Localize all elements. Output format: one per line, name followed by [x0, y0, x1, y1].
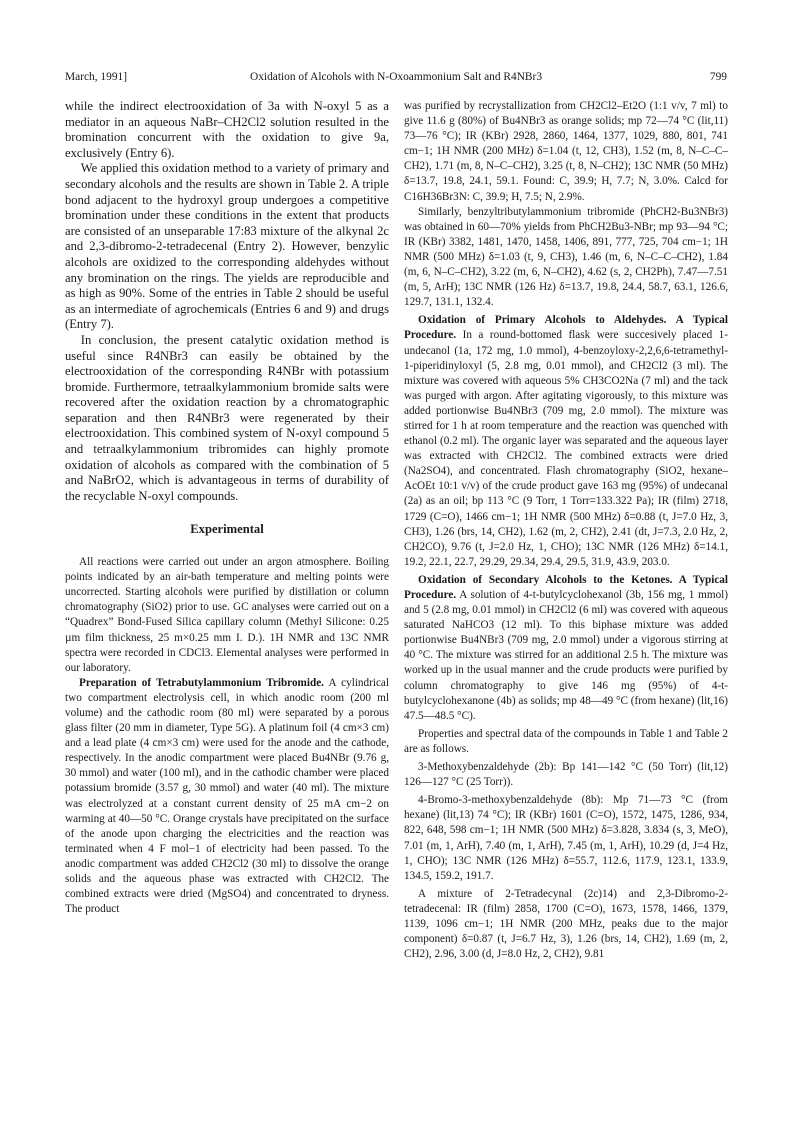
paragraph: Properties and spectral data of the compounds in Table 1 and Table 2 are as follows. — [404, 727, 728, 755]
paragraph — [65, 676, 389, 918]
paragraph: We applied this oxidation method to a variety of primary and secondary alcohols and the results are shown in Table 2. A triple bond adjacent to the hydroxyl group undergoes a competitive bromination under these conditions in the extent that products are consisted of an unseparable 17:83 mixture of the alkynal 2c and 2,3-dibromo-2-tetradecenal (Entry 2). However, benzylic alcohols are oxidized to the corresponding aldehydes without any bromination on the rings. The yields are reproducible and as high as 90%. Some of the entries in Table 2 should be useful as an intermediate of agrochemicals (Entries 6 and 9) and drugs (Entry 7). — [65, 161, 389, 332]
left-column — [65, 99, 389, 917]
running-header — [65, 71, 727, 87]
paragraph: was purified by recrystallization from CH2Cl2–Et2O (1:1 v/v, 7 ml) to give 11.6 g (80%) of Bu4NBr3 as orange solids; mp 72—74 °C (lit,11) 73—76 °C); IR (KBr) 2928, 2860, 1464, 1377, 1029, 880, 801, 741 cm−1; 1H NMR (200 MHz) δ=1.04 (t, 12, CH3), 1.52 (m, 8, N–C–C–CH2), 1.71 (m, 8, N–C–CH2), 3.25 (t, 8, N–CH2); 13C NMR (50 MHz) δ=13.7, 19.8, 24.1, 59.1. Found: C, 39.9; H, 7.7; N, 3.0%. Calcd for C16H36Br3N: C, 39.9; H, 7.5; N, 2.9%. — [404, 100, 728, 203]
header-title: Oxidation of Alcohols with N-Oxoammonium Salt and R4NBr3 — [249, 71, 543, 83]
paragraph: 3-Methoxybenzaldehyde (2b): Bp 141—142 °C (50 Torr) (lit,12) 126—127 °C (25 Torr)). — [404, 761, 728, 789]
paragraph — [404, 573, 728, 724]
paragraph-text: A cylindrical two compartment electrolysis cell, in which anodic room (200 ml volume) and the cathodic room (80 ml) were separated by a porous glass filter (20 mm in diameter, Type 5G). A platinum foil (4 cm×3 cm) and a lead plate (4 cm×3 cm) were used for the anode and the cathode, respectively. In the anodic compartment were placed Bu4NBr (9.76 g, 30 mmol) and water (100 ml), and in the cathodic chamber were placed potassium bromide (3.57 g, 30 mmol) and water (40 ml). The mixture was electrolyzed at a constant current density of 25 mA cm−2 on warming at 40—50 °C. Orange crystals have precipitated on the surface of the anode upon charging the electricities and the reaction was terminated when 4 F mol−1 of electricity had been passed. To the anodic compartment was added CH2Cl2 (30 ml) to dissolve the orange solids and the aqueous phase was extracted with CH2Cl2. The combined extracts were dried (MgSO4) and concentrated to dryness. The product — [65, 676, 389, 916]
section-heading-experimental: Experimental — [190, 522, 264, 537]
paragraph-text: In a round-bottomed flask were succesively placed 1-undecanol (1a, 172 mg, 1.0 mmol), 4-benzoyloxy-2,2,6,6-tetramethyl-1-piperidinyloxyl (5, 2.8 mg, 0.01 mmol), and CH2Cl2 (3 ml). The mixture was covered with aqueous 5% CH3CO2Na (7 ml) and the tack was purged with argon. After agitating vigorously, to this mixture was added portionwise Bu4NBr3 (709 mg, 2.0 mmol). The mixture was stirred for 1 h at room temperature and the reaction was quenched with ethanol (0.2 ml). The organic layer was separated and the aqueous layer was extracted with CH2Cl2. The combined extracts were dried (Na2SO4), and concentrated. Flash chromatography (SiO2, hexane–AcOEt 10:1 v/v) of the crude product gave 163 mg (95%) of undecanal (2a) as an oil; bp 113 °C (9 Torr, 1 Torr=133.322 Pa); IR (film) 2718, 1729 (C=O), 1466 cm−1; 1H NMR (500 MHz) δ=0.88 (t, J=7.0 Hz, 3, CH3), 1.26 (brs, 14, CH2), 1.62 (m, 2, CH2), 2.41 (dt, J=7.3, 2.0 Hz, 2, CH2CO), 9.76 (t, J=2.0 Hz, 1, CHO); 13C NMR (126 MHz) δ=14.1, 19.2, 22.1, 22.7, 29.29, 29.34, 29.4, 29.5, 31.9, 43.9, 203.0. — [404, 329, 728, 568]
header-date: March, 1991] — [65, 71, 127, 83]
paragraph: Similarly, benzyltributylammonium tribromide (PhCH2-Bu3NBr3) was obtained in 60—70% yields from PhCH2Bu3-NBr; mp 93—94 °C; IR (KBr) 3382, 1481, 1470, 1458, 1406, 891, 777, 725, 704 cm−1; 1H NMR (500 MHz) δ=1.03 (t, 9, CH3), 1.46 (m, 6, N–C–C–CH2), 1.84 (m, 6, N–C–CH2), 3.22 (m, 6, N–CH2), 4.62 (s, 2, CH2Ph), 7.47—7.51 (m, 5, ArH); 13C NMR (126 Hz) δ=13.7, 19.8, 24.4, 58.7, 63.1, 126.6, 129.7, 131.1, 132.4. — [404, 205, 728, 309]
run-in-heading: Preparation of Tetrabutylammonium Tribromide. — [79, 676, 324, 689]
page-number: 799 — [709, 71, 727, 83]
paragraph: A mixture of 2-Tetradecynal (2c)14) and 2,3-Dibromo-2-tetradecenal: IR (film) 2858, 1700 (C=O), 1673, 1578, 1466, 1379, 1139, 1096 cm−1; 1H NMR (200 MHz, peaks due to the major component) δ=0.87 (t, J=6.7 Hz, 3), 1.26 (brs, 14, CH2), 1.69 (m, 2, CH2), 2.96, 3.00 (d, J=8.0 Hz, 2, CH2), 9.81 — [404, 887, 728, 961]
run-in-heading: Oxidation of Primary Alcohols to Aldehydes. A Typical Procedure. — [404, 314, 728, 342]
run-in-heading: Oxidation of Secondary Alcohols to the Ketones. A Typical Procedure. — [404, 573, 728, 601]
right-column — [404, 99, 728, 962]
paragraph-text: A solution of 4-t-butylcyclohexanol (3b, 156 mg, 1 mmol) and 5 (2.8 mg, 0.01 mmol) in CH2Cl2 (6 ml) was covered with aqueous saturated NaHCO3 (12 ml). To this biphase mixture was added portionwise Bu4NBr3 (709 mg, 2.0 mmol) under a vigorous stirring at 40 °C. The mixture was stirred for an additional 2.5 h. The mixture was worked up in the usual manner and the crude products were purified by column chromatography to give 146 mg (95%) of 4-t-butylcyclohexanone (4b) as solids; mp 48—49 °C (from hexane) (lit,16) 47.5—48.5 °C). — [404, 589, 728, 722]
paragraph: 4-Bromo-3-methoxybenzaldehyde (8b): Mp 71—73 °C (from hexane) (lit,13) 74 °C); IR (KBr) 1601 (C=O), 1572, 1475, 1286, 934, 822, 648, 598 cm−1; 1H NMR (500 MHz) δ=3.828, 3.834 (s, 3, MeO), 7.01 (m, 1, ArH), 7.40 (m, 1, ArH), 7.45 (m, 1, ArH), 10.29 (d, J=4 Hz, 1, CHO); 13C NMR (126 MHz) δ=55.7, 112.6, 117.9, 123.1, 133.9, 134.5, 159.2, 191.7. — [404, 794, 728, 882]
paragraph — [404, 313, 728, 570]
experimental-body — [65, 555, 389, 917]
paragraph: In conclusion, the present catalytic oxidation method is useful since R4NBr3 can easily be obtained by the electrooxidation of the corresponding R4NBr with potassium bromide. Furthermore, tetraalkylammonium bromide salts were recovered after the oxidation reaction by a chromatographic separation and then R4NBr3 were regenerated by their electrooxidation. This combined system of N-oxyl compound 5 and tetraalkylammonium tribromides can highly promote oxidation of alcohols as compared with the combination of 5 and NaBrO2, which is advantageous in terms of durability of the recyclable N-oxyl compounds. — [65, 332, 389, 503]
paragraph: All reactions were carried out under an argon atmosphere. Boiling points indicated by an air-bath temperature and melting points were uncorrected. Starting alcohols were purified by distillation or column chromatography (SiO2) prior to use. GC analyses were carried out on a “Quadrex” Bond-Fused Silica capillary column (Methyl Silicone: 0.25 µm film thickness, 25 m×0.25 mm I. D.). 1H NMR and 13C NMR spectra were recorded in CDCl3. Elemental analyses were performed in our laboratory. — [65, 556, 389, 674]
paragraph: while the indirect electrooxidation of 3a with N-oxyl 5 as a mediator in an aqueous NaBr–CH2Cl2 solution resulted in the bromination concurrent with the oxidation to give 9a, exclusively (Entry 6). — [65, 99, 389, 160]
